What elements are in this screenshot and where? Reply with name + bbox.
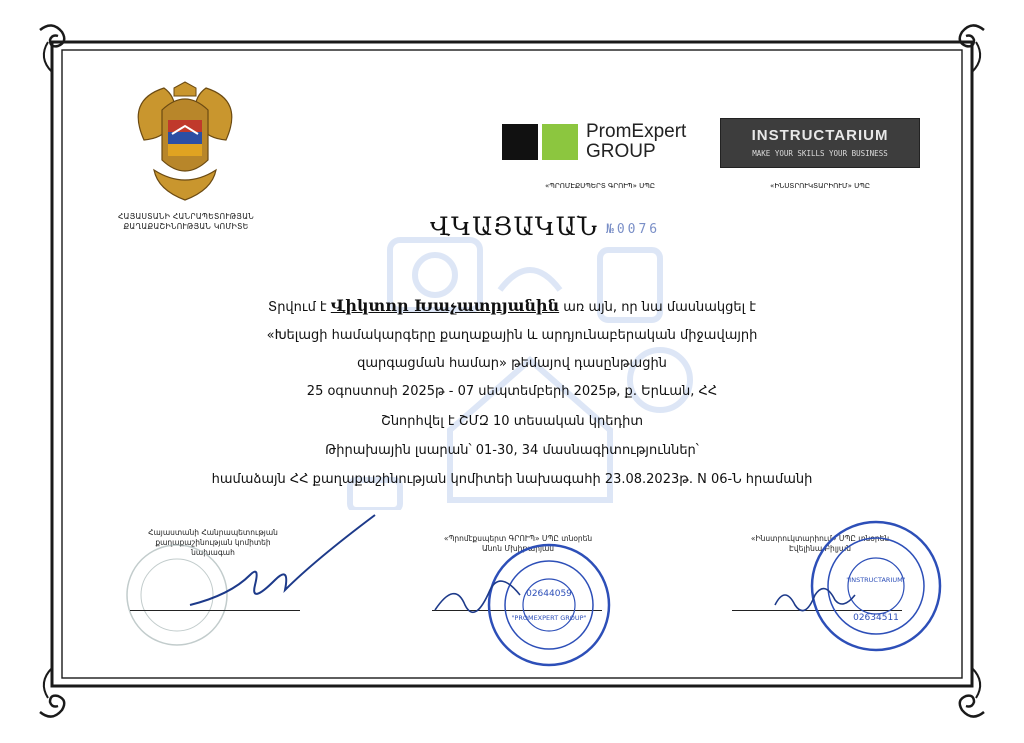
coat-caption-line2: ՔԱՂԱՔԱՇԻՆՈՒԹՅԱՆ ԿՈՄԻՏԵ	[123, 222, 249, 231]
committee-signature-icon	[180, 510, 380, 620]
promexpert-caption: «ՊՐՈՄԷՔՍՊԵՐՏ ԳՐՈՒՊ» ՍՊԸ	[544, 182, 656, 190]
certificate-line-5: Շնորհվել է ՇՄԶ 10 տեսական կրեդիտ	[380, 414, 644, 429]
certificate-line-6: Թիրախային լսարան՝ 01-30, 34 մասնագիտություններ՝	[325, 443, 699, 458]
instructarium-name: INSTRUCTARIUM	[751, 127, 889, 144]
promexpert-signature-icon	[430, 570, 550, 620]
certificate-line-7: համաձայն ՀՀ քաղաքաշինության կոմիտեի նախագահի 23.08.2023թ. N 06-Ն հրամանի	[211, 472, 813, 487]
promexpert-black-square	[502, 124, 538, 160]
instructarium-tagline: MAKE YOUR SKILLS YOUR BUSINESS	[752, 149, 888, 158]
promexpert-green-square	[542, 124, 578, 160]
promexpert-group: GROUP	[586, 141, 656, 162]
sig3-line2: Էվելինա Բիլյան	[789, 544, 851, 553]
promexpert-logo	[502, 122, 712, 164]
certificate-number: №0076	[606, 222, 661, 237]
certificate-line-4: 25 օգոստոսի 2025թ - 07 սեպտեմբերի 2025թ, ք. Երևան, ՀՀ	[306, 384, 718, 399]
sig1-line3: նախագահ	[191, 548, 235, 557]
instructarium-logo	[720, 118, 920, 168]
sig2-line2: Անոն Մխիթարյան	[481, 544, 555, 553]
instructarium-stamp-code: 02634511	[853, 613, 899, 623]
line1-prefix: Տրվում է	[268, 300, 327, 315]
coat-of-arms-caption	[100, 212, 272, 232]
sig1-line2: քաղաքաշինության կոմիտեի	[155, 538, 271, 547]
certificate-line-3: զարգացման համար» թեմայով դասընթացին	[357, 356, 667, 371]
armenia-coat-of-arms-icon	[124, 80, 246, 210]
sig2-line1: «Պրոմէքսպերտ ԳՐՈՒՊ» ՍՊԸ տնօրեն	[443, 534, 593, 543]
coat-caption-line1: ՀԱՅԱՍՏԱՆԻ ՀԱՆՐԱՊԵՏՈՒԹՅԱՆ	[117, 212, 255, 221]
certificate-line-2: «Խելացի համակարգերը քաղաքային և արդյունաբերական միջավայրի	[266, 328, 758, 343]
sig3-line1: «Ինստրուկտարիում» ՍՊԸ տնօրեն	[750, 534, 890, 543]
certificate-title: ՎԿԱՅԱԿԱՆ	[430, 212, 598, 241]
instructarium-stamp-name: "INSTRUCTARIUM"	[846, 576, 906, 584]
line1-suffix: առ այն, որ նա մասնակցել է	[563, 300, 756, 315]
promexpert-stamp-name: "PROMEXPERT GROUP"	[511, 614, 587, 622]
certificate-line-1	[140, 296, 884, 315]
sig1-line1: Հայաստանի Հանրապետության	[148, 528, 278, 537]
instructarium-caption: «ԻՆՍՏՐՈՒԿՏԱՐԻՈՒՄ» ՍՊԸ	[770, 182, 870, 190]
promexpert-stamp-code: 02644059	[526, 589, 572, 599]
instructarium-signature-icon	[770, 580, 860, 620]
recipient-name: Վիկտոր Խաչատրյանին	[330, 296, 560, 315]
promexpert-name: PromExpert	[586, 121, 687, 142]
